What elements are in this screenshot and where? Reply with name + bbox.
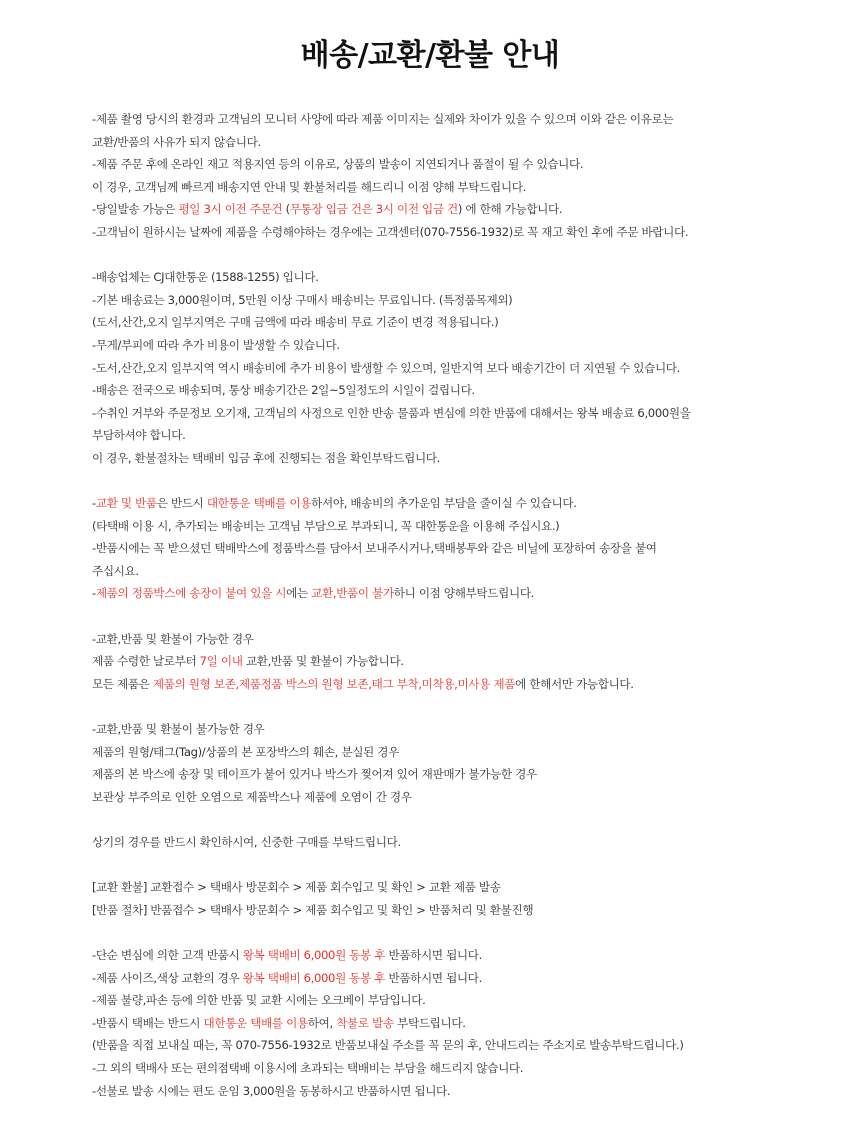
notice-text: -반품시에는 꼭 받으셨던 택배박스에 정품박스를 담아서 보내주시거나,택배봉투와 같은 비닐에 포장하여 송장을 붙여 <box>92 541 657 556</box>
notice-text: -단순 변심에 의한 고객 반품시 <box>92 947 243 962</box>
notice-line <box>92 108 852 131</box>
notice-line <box>92 492 852 515</box>
highlight-text: 왕복 택배비 6,000원 동봉 후 <box>242 947 386 962</box>
notice-text: -제품 촬영 당시의 환경과 고객님의 모니터 사양에 따라 제품 이미지는 실제와 차이가 있을 수 있으며 이와 같은 이유로는 <box>92 112 674 126</box>
notice-text: -배송업체는 CJ대한통운 (1588-1255) 입니다. <box>92 270 319 285</box>
notice-text: [반품 절차] 반품접수 > 택배사 방문회수 > 제품 회수입고 및 확인 > 반품처리 및 환불진행 <box>92 902 534 917</box>
notice-text: -배송은 전국으로 배송되며, 통상 배송기간은 2일~5일정도의 시일이 걸립니다. <box>92 383 475 398</box>
section-spacer <box>92 470 852 493</box>
notice-text: 제품의 본 박스에 송장 및 테이프가 붙어 있거나 박스가 찢어져 있어 재판매가 불가능한 경우 <box>92 767 537 782</box>
notice-line <box>92 515 852 538</box>
notice-text: 이 경우, 고객님께 빠르게 배송지연 안내 및 환불처리를 해드리니 이점 양해 부탁드립니다. <box>92 179 526 194</box>
notice-line <box>92 741 852 764</box>
notice-line <box>92 763 852 786</box>
notice-body <box>92 108 852 1102</box>
notice-text: -제품 주문 후에 온라인 재고 적용지연 등의 이유로, 상품의 발송이 지연되거나 품절이 될 수 있습니다. <box>92 157 584 172</box>
highlight-text: 7일 이내 <box>199 654 243 669</box>
highlight-text: 무통장 입금 건은 3시 이전 입금 건 <box>289 202 458 217</box>
notice-text: 보관상 부주의로 인한 오염으로 제품박스나 제품에 오염이 간 경우 <box>92 789 412 804</box>
notice-line <box>92 176 852 199</box>
notice-line <box>92 989 852 1012</box>
notice-line <box>92 1080 852 1103</box>
highlight-text: 제품의 정품박스에 송장이 붙여 있을 시 <box>95 586 287 601</box>
notice-text: - <box>92 496 96 511</box>
section-spacer <box>92 854 852 877</box>
notice-line <box>92 379 852 402</box>
notice-text: 부탁드립니다. <box>393 1015 466 1030</box>
notice-text: (타택배 이용 시, 추가되는 배송비는 고객님 부담으로 부과되니, 꼭 대한통운을 이용해 주십시요.) <box>92 518 560 533</box>
notice-text: -수취인 거부와 주문정보 오기재, 고객님의 사정으로 인한 반송 물품과 변심에 의한 반품에 대해서는 왕복 배송료 6,000원을 <box>92 405 691 420</box>
notice-line <box>92 334 852 357</box>
notice-text: -당일발송 가능은 <box>92 202 179 217</box>
notice-line <box>92 628 852 651</box>
notice-line <box>92 831 852 854</box>
section-spacer <box>92 695 852 718</box>
notice-line <box>92 289 852 312</box>
section-spacer <box>92 808 852 831</box>
notice-text: -무게/부피에 따라 추가 비용이 발생할 수 있습니다. <box>92 337 340 352</box>
highlight-text: 교환,반품이 불가 <box>311 586 394 601</box>
notice-text: 상기의 경우를 반드시 확인하시여, 신중한 구매를 부탁드립니다. <box>92 835 401 849</box>
notice-text: -제품 사이즈,색상 교환의 경우 <box>92 970 243 985</box>
highlight-text: 왕복 택배비 6,000원 동봉 후 <box>242 970 386 985</box>
notice-text: -고객님이 원하시는 날짜에 제품을 수령해야하는 경우에는 고객센터(070-7556-1932)로 꼭 재고 확인 후에 주문 바랍니다. <box>92 224 689 239</box>
notice-line <box>92 424 852 447</box>
notice-text: - <box>92 586 96 601</box>
notice-text: -반품시 택배는 반드시 <box>92 1015 204 1030</box>
notice-text: ( <box>282 202 290 217</box>
notice-text: -교환,반품 및 환불이 불가능한 경우 <box>92 722 265 737</box>
page-title: 배송/교환/환불 안내 <box>300 38 560 73</box>
notice-line <box>92 266 852 289</box>
notice-text: 교환,반품 및 환불이 가능합니다. <box>242 654 404 669</box>
notice-text: (도서,산간,오지 일부지역은 구매 금액에 따라 배송비 무료 기준이 변경 적용됩니다.) <box>92 315 499 330</box>
section-spacer <box>92 605 852 628</box>
notice-line <box>92 131 852 154</box>
notice-line <box>92 221 852 244</box>
notice-text: ) 에 한해 가능합니다. <box>457 202 563 217</box>
notice-text: -교환,반품 및 환불이 가능한 경우 <box>92 631 254 646</box>
notice-line <box>92 899 852 922</box>
notice-text: 반품하시면 됩니다. <box>385 970 482 985</box>
notice-line <box>92 967 852 990</box>
notice-text: 하셔야, 배송비의 추가운임 부담을 줄이실 수 있습니다. <box>311 496 577 511</box>
notice-text: [교환 환불] 교환접수 > 택배사 방문회수 > 제품 회수입고 및 확인 > 교환 제품 발송 <box>92 880 501 895</box>
notice-text: 은 반드시 <box>156 496 207 511</box>
notice-text: 교환/반품의 사유가 되지 않습니다. <box>92 134 261 149</box>
notice-text: 에는 <box>286 586 312 601</box>
highlight-text: 제품의 원형 보존,제품정품 박스의 원형 보존,태그 부착,미착용,미사용 제품 <box>152 676 516 691</box>
notice-line <box>92 876 852 899</box>
notice-text: 부담하셔야 합니다. <box>92 428 186 443</box>
notice-text: -제품 불량,파손 등에 의한 반품 및 교환 시에는 오크베이 부담입니다. <box>92 993 426 1008</box>
highlight-text: 평일 3시 이전 주문건 <box>178 202 283 217</box>
notice-line <box>92 1034 852 1057</box>
notice-line <box>92 311 852 334</box>
notice-text: -기본 배송료는 3,000원이며, 5만원 이상 구매시 배송비는 무료입니다. (특정품목제외) <box>92 292 513 307</box>
section-spacer <box>92 244 852 267</box>
notice-line <box>92 402 852 425</box>
notice-text: 모든 제품은 <box>92 676 153 691</box>
notice-text: -선불로 발송 시에는 편도 운임 3,000원을 동봉하시고 반품하시면 됩니다. <box>92 1083 451 1098</box>
notice-line <box>92 1012 852 1035</box>
notice-line <box>92 357 852 380</box>
notice-line <box>92 447 852 470</box>
notice-line <box>92 1057 852 1080</box>
notice-line <box>92 198 852 221</box>
highlight-text: 착불로 발송 <box>336 1015 394 1030</box>
notice-line <box>92 718 852 741</box>
notice-line <box>92 537 852 560</box>
notice-text: 이 경우, 환불절차는 택배비 입금 후에 진행되는 점을 확인부탁드립니다. <box>92 450 440 465</box>
notice-text: 제품 수령한 날로부터 <box>92 654 200 669</box>
notice-text: -도서,산간,오지 일부지역 역시 배송비에 추가 비용이 발생할 수 있으며, 일반지역 보다 배송기간이 더 지연될 수 있습니다. <box>92 360 680 375</box>
notice-text: (반품을 직접 보내실 때는, 꼭 070-7556-1932로 반품보내실 주소를 꼭 문의 후, 안내드리는 주소지로 발송부탁드립니다.) <box>92 1038 684 1053</box>
notice-line <box>92 560 852 583</box>
notice-line <box>92 944 852 967</box>
highlight-text: 대한통운 택배를 이용 <box>203 1015 308 1030</box>
notice-text: -그 외의 택배사 또는 편의점택배 이용시에 초과되는 택배비는 부담을 해드리지 않습니다. <box>92 1060 524 1075</box>
notice-line <box>92 673 852 696</box>
notice-line <box>92 153 852 176</box>
highlight-text: 대한통운 택배를 이용 <box>206 496 312 511</box>
notice-line <box>92 650 852 673</box>
notice-text: 에 한해서만 가능합니다. <box>515 676 634 691</box>
notice-text: 주십시요. <box>92 563 139 578</box>
notice-text: 반품하시면 됩니다. <box>385 947 482 962</box>
notice-text: 하여, <box>307 1015 337 1030</box>
notice-text: 하니 이점 양해부탁드립니다. <box>393 586 534 601</box>
highlight-text: 교환 및 반품 <box>95 496 157 511</box>
notice-line <box>92 786 852 809</box>
section-spacer <box>92 921 852 944</box>
notice-text: 제품의 원형/태그(Tag)/상품의 본 포장박스의 훼손, 분실된 경우 <box>92 744 399 759</box>
notice-line <box>92 582 852 605</box>
